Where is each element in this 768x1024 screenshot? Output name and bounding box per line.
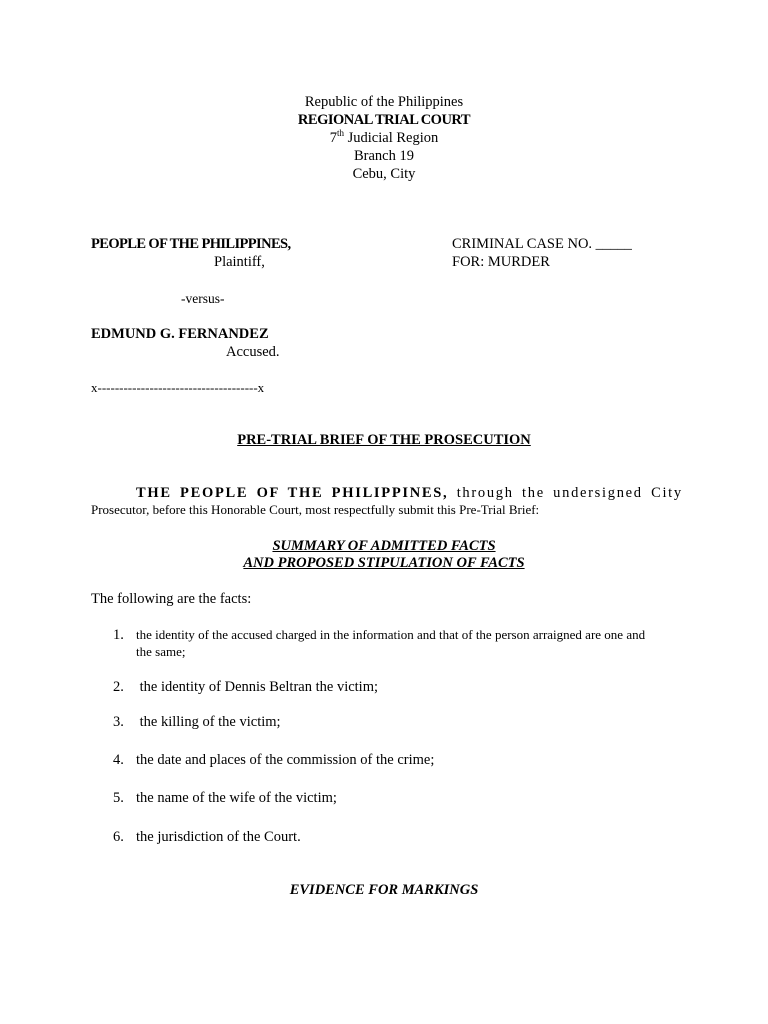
list-item: the date and places of the commission of the crime; [136,752,435,768]
case-charge: FOR: MURDER [452,254,550,270]
region-text: Judicial Region [344,130,439,146]
caption-separator: x-------------------------------------x [91,380,265,395]
region-number: 7 [329,130,337,146]
document-title: PRE-TRIAL BRIEF OF THE PROSECUTION [237,432,531,448]
accused-role: Accused. [226,344,280,360]
list-item-number: 5. [113,790,124,806]
section-heading-summary-1: SUMMARY OF ADMITTED FACTS [272,538,496,554]
facts-intro: The following are the facts: [91,591,252,607]
court-heading: REGIONAL TRIAL COURT [297,112,471,128]
republic-heading: Republic of the Philippines [304,94,464,110]
region-heading [0,129,768,147]
intro-line-1 [136,485,683,502]
list-item-number: 6. [113,829,124,845]
accused-name: EDMUND G. FERNANDEZ [91,326,269,342]
list-item-number: 3. [113,714,124,730]
list-item: the identity of Dennis Beltran the victim; [136,679,379,695]
list-item-number: 4. [113,752,124,768]
branch-heading: Branch 19 [354,148,414,164]
section-heading-evidence: EVIDENCE FOR MARKINGS [289,882,479,898]
intro-line-2: Prosecutor, before this Honorable Court, most respectfully submit this Pre-Trial Brief: [91,502,540,517]
section-heading-summary-2: AND PROPOSED STIPULATION OF FACTS [243,555,525,571]
list-item-number: 1. [113,627,124,643]
plaintiff-name: PEOPLE OF THE PHILIPPINES, [91,236,291,252]
list-item: the killing of the victim; [136,714,281,730]
list-item-continuation: the same; [136,644,186,659]
case-number: CRIMINAL CASE NO. _____ [452,236,632,252]
versus-label: -versus- [181,291,225,306]
list-item-number: 2. [113,679,124,695]
intro-line1-rest: through the undersigned City [448,485,683,501]
city-heading: Cebu, City [352,166,416,182]
list-item: the jurisdiction of the Court. [136,829,301,845]
intro-lead: THE PEOPLE OF THE PHILIPPINES, [136,485,449,501]
region-ordinal: th [336,128,344,139]
list-item: the identity of the accused charged in the information and that of the person arraigned are one and [136,627,646,642]
list-item: the name of the wife of the victim; [136,790,337,806]
plaintiff-role: Plaintiff, [214,254,265,270]
